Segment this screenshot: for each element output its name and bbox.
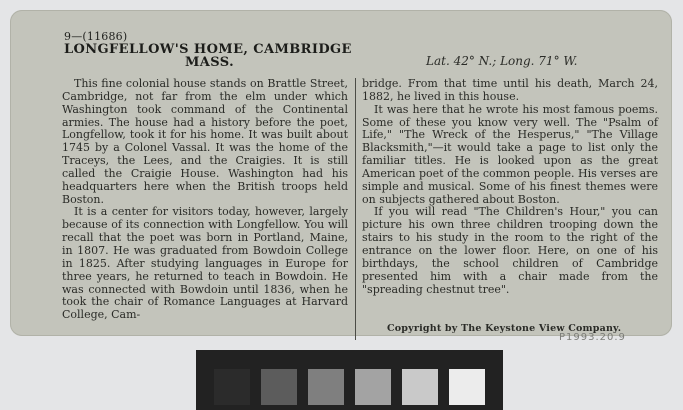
title-line-1: LONGFELLOW'S HOME, CAMBRIDGE bbox=[64, 42, 352, 57]
gray-patch bbox=[402, 369, 438, 405]
paragraph: This fine colonial house stands on Brattle Street, Cambridge, not far from the elm under which Washington took command of the Continental armies. The house had a history before the poet, Longfellow, took it for his home. It was built about 1745 by a Colonel Vassal. It was the home of the Traceys, the Lees, and the Craigies. It is still called the Craigie House. Washington had his headquarters here when the British troops held Boston. bbox=[62, 77, 348, 206]
gray-patch bbox=[449, 369, 485, 405]
handwritten-accession-number: P1993.20.9 bbox=[559, 332, 626, 343]
grayscale-calibration-strip bbox=[196, 350, 503, 410]
coordinates: Lat. 42° N.; Long. 71° W. bbox=[426, 54, 578, 68]
gray-patch bbox=[308, 369, 344, 405]
gray-patch bbox=[355, 369, 391, 405]
column-divider bbox=[355, 78, 356, 340]
paragraph: If you will read "The Children's Hour," you can picture his own three children trooping down the stairs to his study in the room to the right of the entrance on the lower floor. Here, on one of his birthdays, the school children of Cambridge presented him with a chair made from the "spreading chestnut tree". bbox=[362, 205, 658, 296]
copyright-line: Copyright by The Keystone View Company. bbox=[387, 323, 622, 334]
title-line-2: MASS. bbox=[185, 55, 235, 70]
stereograph-card-back bbox=[10, 10, 672, 343]
paragraph: bridge. From that time until his death, March 24, 1882, he lived in this house. bbox=[362, 77, 658, 103]
paragraph: It was here that he wrote his most famous poems. Some of these you know very well. The "Psalm of Life," "The Wreck of the Hesperus," "The Village Blacksmith,"—it would take a page to list only the familiar titles. He is looked upon as the great American poet of the common people. His verses are simple and musical. Some of his finest themes were on subjects gathered about Boston. bbox=[362, 102, 658, 206]
catalog-number: 9—(11686) bbox=[64, 30, 128, 43]
paragraph: It is a center for visitors today, however, largely because of its connection with Longfellow. You will recall that the poet was born in Portland, Maine, in 1807. He was graduated from Bowdoin College in 1825. After studying languages in Europe for three years, he returned to teach in Bowdoin. He was connected with Bowdoin until 1836, when he took the chair of Romance Languages at Harvard College, Cam- bbox=[62, 205, 348, 322]
gray-patch bbox=[261, 369, 297, 405]
left-column bbox=[62, 78, 348, 322]
gray-patch bbox=[214, 369, 250, 405]
right-column bbox=[362, 78, 658, 296]
